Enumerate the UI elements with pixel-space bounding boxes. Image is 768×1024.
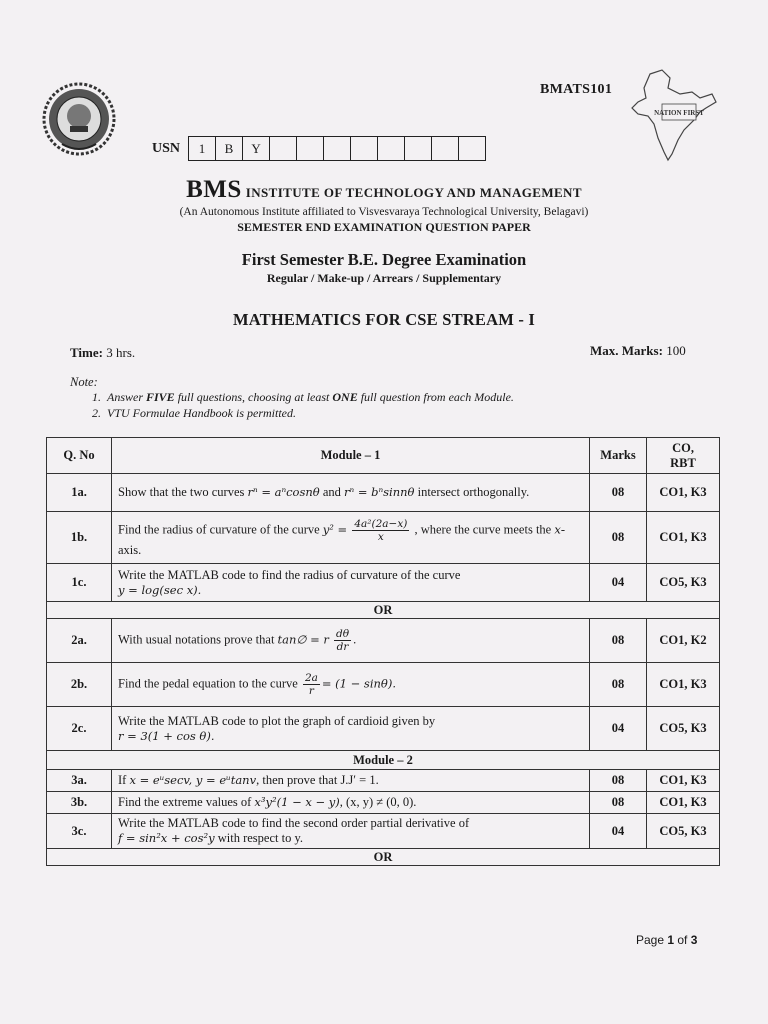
- usn-cell: [432, 137, 459, 160]
- table-row: 1b. Find the radius of curvature of the curve y² = $\frac{\text{4a²(2a−x)}}{x}$ , where the curve meets the x- axis. 08 CO1, K3: [47, 512, 720, 564]
- table-row: 2c. Write the MATLAB code to plot the graph of cardioid given by r = 3(1 + cos θ). 04 CO5, K3: [47, 707, 720, 751]
- usn-boxes: [188, 136, 486, 161]
- question-text: Find the pedal equation to the curve $\frac{2a}{r}$ = (1 − sinθ).: [112, 663, 590, 707]
- table-row: 3b. Find the extreme values of x³y²(1 − x − y), (x, y) ≠ (0, 0). 08 CO1, K3: [47, 792, 720, 814]
- paper-code: BMATS101: [540, 82, 613, 97]
- table-header-row: [47, 438, 720, 474]
- question-text: Show that the two curves rⁿ = aⁿcosnθ and rⁿ = bⁿsinnθ intersect orthogonally.: [112, 474, 590, 512]
- table-row: 3a. If x = eᵘsecv, y = eᵘtanv, then prove that J.J′ = 1. 08 CO1, K3: [47, 770, 720, 792]
- usn-cell: [297, 137, 324, 160]
- header-marks: Marks: [590, 438, 647, 474]
- svg-text:NATION FIRST: NATION FIRST: [654, 109, 704, 117]
- table-row: 1c. Write the MATLAB code to find the radius of curvature of the curve y = log(sec x). 04 CO5, K3: [47, 564, 720, 602]
- note-item-1: 1. Answer FIVE full questions, choosing at least ONE full question from each Module.: [92, 390, 514, 404]
- india-map-logo: [628, 68, 720, 164]
- usn-cell: [459, 137, 485, 160]
- question-text: Write the MATLAB code to plot the graph of cardioid given by r = 3(1 + cos θ).: [112, 707, 590, 751]
- max-marks-label: Max. Marks:: [590, 343, 663, 358]
- usn-cell: [270, 137, 297, 160]
- question-text: Find the extreme values of x³y²(1 − x − y), (x, y) ≠ (0, 0).: [112, 792, 590, 814]
- or-separator: OR: [47, 602, 720, 619]
- usn-row: [152, 136, 486, 161]
- max-marks-info: [590, 343, 686, 359]
- usn-cell: B: [216, 137, 243, 160]
- institute-short: BMS: [186, 176, 242, 203]
- time-info: [70, 345, 135, 361]
- header-qno: Q. No: [47, 438, 112, 474]
- header-co-rbt: CO, RBT: [647, 438, 720, 474]
- time-value: 3 hrs.: [106, 345, 136, 360]
- note-item-2: 2. VTU Formulae Handbook is permitted.: [92, 406, 296, 420]
- question-text: If x = eᵘsecv, y = eᵘtanv, then prove that J.J′ = 1.: [112, 770, 590, 792]
- header-module-1: Module – 1: [112, 438, 590, 474]
- subject-title: MATHEMATICS FOR CSE STREAM - I: [233, 310, 535, 329]
- usn-cell: [405, 137, 432, 160]
- module-2-separator: Module – 2: [47, 751, 720, 770]
- institute-name: [0, 176, 768, 204]
- usn-cell: 1: [189, 137, 216, 160]
- institute-full: INSTITUTE OF TECHNOLOGY AND MANAGEMENT: [245, 185, 582, 200]
- affiliation: (An Autonomous Institute affiliated to Visvesvaraya Technological University, Belagavi): [179, 206, 589, 218]
- institute-seal-logo: [42, 82, 116, 156]
- question-text: Write the MATLAB code to find the second order partial derivative of f = sin²x + cos²y with respect to y.: [112, 814, 590, 849]
- page-number: Page 1 of 3: [636, 933, 698, 947]
- table-row: 3c. Write the MATLAB code to find the second order partial derivative of f = sin²x + cos²y with respect to y. 04 CO5, K3: [47, 814, 720, 849]
- question-text: Write the MATLAB code to find the radius of curvature of the curve y = log(sec x).: [112, 564, 590, 602]
- max-marks-value: 100: [666, 343, 686, 358]
- usn-cell: [324, 137, 351, 160]
- usn-cell: Y: [243, 137, 270, 160]
- usn-cell: [351, 137, 378, 160]
- question-text: Find the radius of curvature of the curve y² = $\frac{\text{4a²(2a−x)}}{x}$ , where the curve meets the x- axis.: [112, 512, 590, 564]
- table-row: 1a. Show that the two curves rⁿ = aⁿcosnθ and rⁿ = bⁿsinnθ intersect orthogonally. 08 CO1, K3: [47, 474, 720, 512]
- table-row: 2b. Find the pedal equation to the curve $\frac{2a}{r}$ = (1 − sinθ). 08 CO1, K3: [47, 663, 720, 707]
- exam-variants: Regular / Make-up / Arrears / Supplementary: [266, 271, 502, 285]
- time-label: Time:: [70, 345, 103, 360]
- usn-cell: [378, 137, 405, 160]
- paper-type: SEMESTER END EXAMINATION QUESTION PAPER: [237, 220, 531, 234]
- usn-label: USN: [152, 140, 181, 156]
- exam-title: First Semester B.E. Degree Examination: [241, 250, 527, 269]
- or-separator: OR: [47, 849, 720, 866]
- note-label: Note:: [70, 375, 98, 389]
- question-text: With usual notations prove that tan∅ = r $\frac{d\theta}{dr}$ .: [112, 619, 590, 663]
- question-table: [46, 437, 720, 866]
- table-row: 2a. With usual notations prove that tan∅ = r $\frac{d\theta}{dr}$ . 08 CO1, K2: [47, 619, 720, 663]
